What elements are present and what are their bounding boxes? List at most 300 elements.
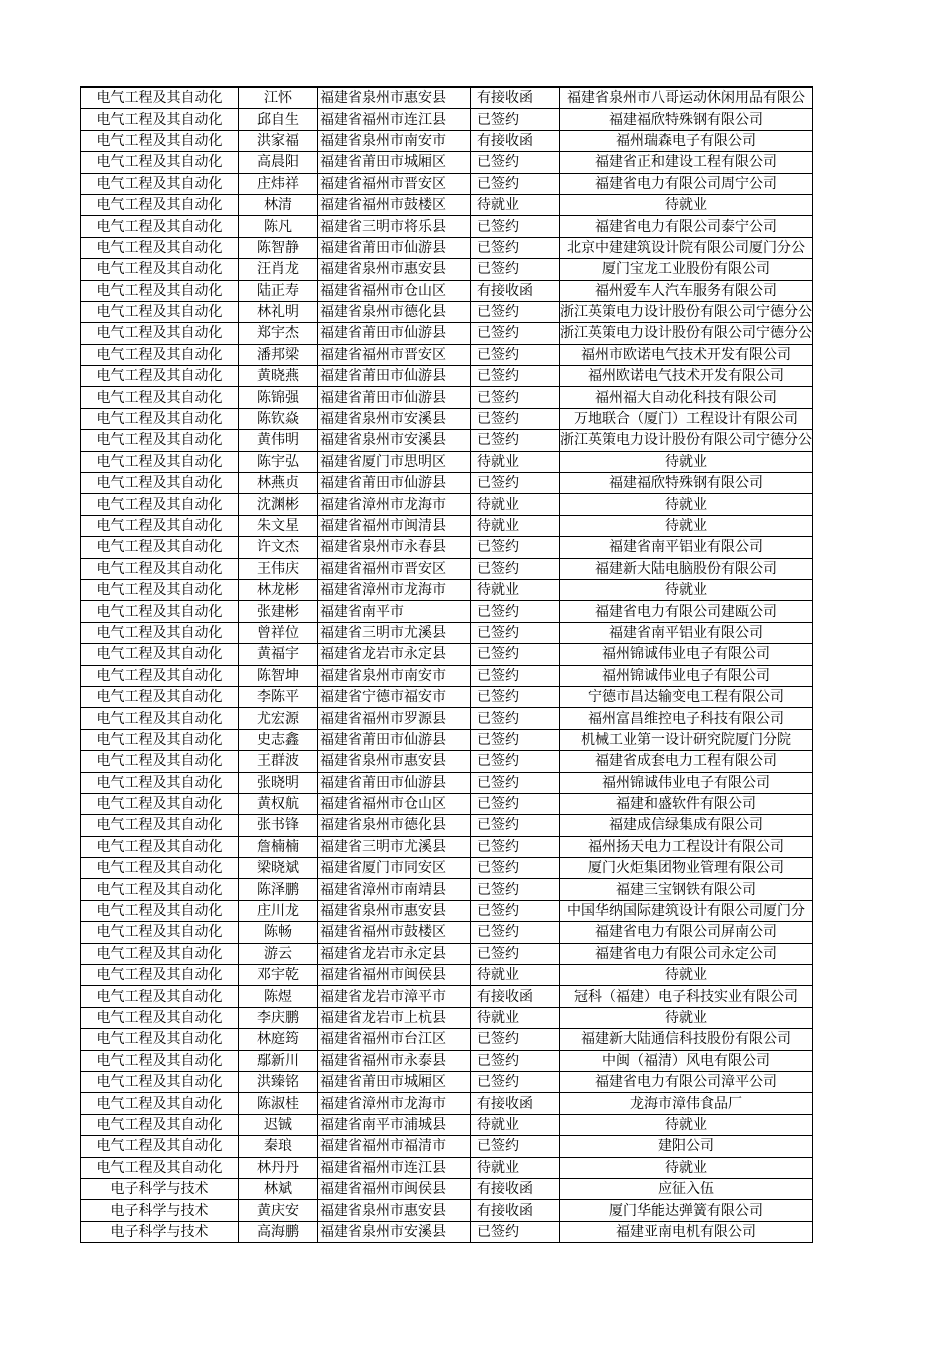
employer-cell[interactable] [560,558,813,579]
employer-cell-text: 福建省电力有限公司建瓯公司 [595,603,777,620]
name-cell[interactable] [239,1221,318,1242]
origin-cell[interactable] [318,323,471,344]
name-cell[interactable] [239,494,318,515]
status-cell[interactable] [471,579,560,600]
major-cell[interactable] [81,858,239,879]
status-cell[interactable] [471,237,560,258]
major-cell[interactable] [81,430,239,451]
employer-cell[interactable] [560,622,813,643]
major-cell[interactable] [81,579,239,600]
origin-cell[interactable] [318,558,471,579]
origin-cell[interactable] [318,943,471,964]
origin-cell[interactable] [318,366,471,387]
major-cell[interactable] [81,665,239,686]
status-cell[interactable] [471,772,560,793]
employer-cell[interactable] [560,793,813,814]
employer-cell[interactable] [560,130,813,151]
origin-cell[interactable] [318,965,471,986]
name-cell[interactable] [239,344,318,365]
status-cell[interactable] [471,793,560,814]
origin-cell[interactable] [318,109,471,130]
origin-cell[interactable] [318,1178,471,1199]
status-cell-text: 已签约 [477,560,519,577]
status-cell[interactable] [471,1093,560,1114]
status-cell[interactable] [471,815,560,836]
table-row [81,259,813,280]
origin-cell[interactable] [318,87,471,109]
employer-cell[interactable] [560,986,813,1007]
name-cell[interactable] [239,237,318,258]
name-cell[interactable] [239,1136,318,1157]
origin-cell[interactable] [318,344,471,365]
employer-cell[interactable] [560,1071,813,1092]
employer-cell[interactable] [560,836,813,857]
major-cell[interactable] [81,366,239,387]
name-cell[interactable] [239,601,318,622]
major-cell[interactable] [81,152,239,173]
origin-cell[interactable] [318,900,471,921]
status-cell[interactable] [471,473,560,494]
name-cell[interactable] [239,323,318,344]
name-cell[interactable] [239,194,318,215]
employer-cell[interactable] [560,943,813,964]
status-cell[interactable] [471,922,560,943]
name-cell[interactable] [239,793,318,814]
table-row [81,601,813,622]
name-cell[interactable] [239,579,318,600]
status-cell[interactable] [471,259,560,280]
name-cell[interactable] [239,1157,318,1178]
employer-cell[interactable] [560,408,813,429]
employer-cell[interactable] [560,152,813,173]
name-cell[interactable] [239,558,318,579]
employer-cell[interactable] [560,900,813,921]
origin-cell[interactable] [318,644,471,665]
status-cell[interactable] [471,344,560,365]
origin-cell[interactable] [318,1050,471,1071]
status-cell[interactable] [471,494,560,515]
major-cell-text: 电气工程及其自动化 [96,325,223,342]
name-cell[interactable] [239,836,318,857]
name-cell-text: 洪臻铭 [257,1074,299,1091]
origin-cell[interactable] [318,537,471,558]
origin-cell[interactable] [318,1093,471,1114]
status-cell[interactable] [471,836,560,857]
origin-cell[interactable] [318,1029,471,1050]
status-cell[interactable] [471,1136,560,1157]
major-cell[interactable] [81,644,239,665]
status-cell[interactable] [471,708,560,729]
origin-cell[interactable] [318,1114,471,1135]
status-cell[interactable] [471,109,560,130]
origin-cell[interactable] [318,665,471,686]
status-cell[interactable] [471,858,560,879]
origin-cell[interactable] [318,152,471,173]
major-cell[interactable] [81,965,239,986]
name-cell-text: 江怀 [264,90,292,107]
major-cell[interactable] [81,194,239,215]
name-cell[interactable] [239,301,318,322]
employer-cell[interactable] [560,1007,813,1028]
status-cell[interactable] [471,173,560,194]
major-cell[interactable] [81,836,239,857]
status-cell[interactable] [471,451,560,472]
name-cell[interactable] [239,1178,318,1199]
status-cell[interactable] [471,130,560,151]
major-cell[interactable] [81,473,239,494]
employer-cell[interactable] [560,1221,813,1242]
origin-cell[interactable] [318,579,471,600]
origin-cell[interactable] [318,1136,471,1157]
status-cell[interactable] [471,1178,560,1199]
name-cell[interactable] [239,451,318,472]
name-cell[interactable] [239,751,318,772]
major-cell[interactable] [81,1136,239,1157]
major-cell[interactable] [81,601,239,622]
status-cell[interactable] [471,387,560,408]
name-cell[interactable] [239,858,318,879]
major-cell[interactable] [81,793,239,814]
origin-cell[interactable] [318,301,471,322]
employer-cell-text: 福建省南平铝业有限公司 [609,539,763,556]
employer-cell[interactable] [560,109,813,130]
employer-cell[interactable] [560,772,813,793]
name-cell[interactable] [239,729,318,750]
major-cell[interactable] [81,515,239,536]
origin-cell[interactable] [318,601,471,622]
employer-cell[interactable] [560,494,813,515]
status-cell[interactable] [471,900,560,921]
major-cell[interactable] [81,408,239,429]
employer-cell[interactable] [560,879,813,900]
major-cell-text: 电气工程及其自动化 [96,411,223,428]
major-cell[interactable] [81,943,239,964]
name-cell[interactable] [239,665,318,686]
status-cell[interactable] [471,986,560,1007]
employer-cell[interactable] [560,1157,813,1178]
origin-cell[interactable] [318,858,471,879]
employer-cell[interactable] [560,87,813,109]
major-cell[interactable] [81,772,239,793]
name-cell[interactable] [239,259,318,280]
status-cell[interactable] [471,537,560,558]
employer-cell[interactable] [560,708,813,729]
name-cell[interactable] [239,772,318,793]
employer-cell[interactable] [560,1093,813,1114]
name-cell[interactable] [239,1007,318,1028]
major-cell[interactable] [81,259,239,280]
major-cell[interactable] [81,708,239,729]
employer-cell-text: 福州锦诚伟业电子有限公司 [602,646,770,663]
employer-cell[interactable] [560,430,813,451]
status-cell[interactable] [471,665,560,686]
major-cell[interactable] [81,451,239,472]
origin-cell[interactable] [318,408,471,429]
status-cell[interactable] [471,515,560,536]
status-cell[interactable] [471,1007,560,1028]
employer-cell[interactable] [560,686,813,707]
status-cell[interactable] [471,280,560,301]
status-cell-text: 已签约 [477,1052,519,1069]
name-cell[interactable] [239,1114,318,1135]
origin-cell[interactable] [318,729,471,750]
employer-cell[interactable] [560,280,813,301]
status-cell[interactable] [471,323,560,344]
employer-cell[interactable] [560,665,813,686]
status-cell-text: 已签约 [477,1223,519,1240]
status-cell[interactable] [471,622,560,643]
origin-cell-text: 福建省福州市鼓楼区 [320,197,446,214]
status-cell[interactable] [471,965,560,986]
employer-cell[interactable] [560,537,813,558]
employer-cell[interactable] [560,194,813,215]
status-cell[interactable] [471,1071,560,1092]
major-cell[interactable] [81,558,239,579]
name-cell[interactable] [239,173,318,194]
origin-cell[interactable] [318,1007,471,1028]
major-cell[interactable] [81,815,239,836]
major-cell[interactable] [81,879,239,900]
status-cell[interactable] [471,194,560,215]
major-cell[interactable] [81,1071,239,1092]
major-cell[interactable] [81,1007,239,1028]
major-cell[interactable] [81,1200,239,1221]
status-cell[interactable] [471,366,560,387]
status-cell[interactable] [471,943,560,964]
name-cell[interactable] [239,130,318,151]
name-cell[interactable] [239,87,318,109]
employer-cell[interactable] [560,473,813,494]
employer-cell[interactable] [560,173,813,194]
name-cell-text: 汪肖龙 [257,261,299,278]
origin-cell[interactable] [318,194,471,215]
employer-cell[interactable] [560,366,813,387]
name-cell[interactable] [239,900,318,921]
employer-cell[interactable] [560,515,813,536]
origin-cell[interactable] [318,815,471,836]
status-cell[interactable] [471,1114,560,1135]
status-cell-text: 已签约 [477,860,519,877]
origin-cell[interactable] [318,793,471,814]
origin-cell[interactable] [318,515,471,536]
name-cell[interactable] [239,280,318,301]
name-cell[interactable] [239,986,318,1007]
status-cell[interactable] [471,1221,560,1242]
origin-cell[interactable] [318,473,471,494]
origin-cell[interactable] [318,986,471,1007]
name-cell[interactable] [239,366,318,387]
origin-cell[interactable] [318,772,471,793]
major-cell[interactable] [81,922,239,943]
status-cell[interactable] [471,601,560,622]
major-cell[interactable] [81,237,239,258]
major-cell[interactable] [81,387,239,408]
employer-cell[interactable] [560,644,813,665]
employer-cell[interactable] [560,1114,813,1135]
major-cell[interactable] [81,751,239,772]
name-cell[interactable] [239,473,318,494]
name-cell-text: 邓宇乾 [257,967,299,984]
employer-cell[interactable] [560,815,813,836]
origin-cell[interactable] [318,259,471,280]
name-cell[interactable] [239,922,318,943]
origin-cell[interactable] [318,751,471,772]
origin-cell[interactable] [318,1157,471,1178]
major-cell[interactable] [81,216,239,237]
status-cell[interactable] [471,408,560,429]
employer-cell[interactable] [560,1136,813,1157]
major-cell[interactable] [81,986,239,1007]
name-cell[interactable] [239,686,318,707]
major-cell[interactable] [81,1093,239,1114]
origin-cell[interactable] [318,237,471,258]
name-cell-text: 黄福宇 [257,646,299,663]
name-cell[interactable] [239,430,318,451]
major-cell[interactable] [81,1029,239,1050]
name-cell[interactable] [239,537,318,558]
name-cell[interactable] [239,1093,318,1114]
employer-cell[interactable] [560,729,813,750]
status-cell[interactable] [471,729,560,750]
origin-cell[interactable] [318,494,471,515]
employer-cell[interactable] [560,1050,813,1071]
origin-cell[interactable] [318,686,471,707]
origin-cell[interactable] [318,879,471,900]
name-cell[interactable] [239,387,318,408]
table-row [81,366,813,387]
major-cell[interactable] [81,494,239,515]
employer-cell[interactable] [560,579,813,600]
major-cell[interactable] [81,537,239,558]
origin-cell[interactable] [318,451,471,472]
status-cell[interactable] [471,1029,560,1050]
name-cell[interactable] [239,109,318,130]
employer-cell[interactable] [560,601,813,622]
origin-cell[interactable] [318,173,471,194]
origin-cell[interactable] [318,622,471,643]
origin-cell[interactable] [318,1071,471,1092]
name-cell[interactable] [239,408,318,429]
name-cell[interactable] [239,879,318,900]
employer-cell[interactable] [560,259,813,280]
employer-cell[interactable] [560,301,813,322]
employer-cell[interactable] [560,858,813,879]
major-cell-text: 电气工程及其自动化 [96,731,223,748]
origin-cell[interactable] [318,387,471,408]
name-cell[interactable] [239,965,318,986]
origin-cell[interactable] [318,430,471,451]
major-cell[interactable] [81,686,239,707]
name-cell[interactable] [239,815,318,836]
major-cell[interactable] [81,87,239,109]
major-cell[interactable] [81,173,239,194]
status-cell[interactable] [471,879,560,900]
status-cell-text: 已签约 [477,796,519,813]
origin-cell[interactable] [318,1221,471,1242]
origin-cell[interactable] [318,1200,471,1221]
origin-cell[interactable] [318,836,471,857]
employer-cell[interactable] [560,451,813,472]
origin-cell[interactable] [318,130,471,151]
status-cell[interactable] [471,1157,560,1178]
status-cell[interactable] [471,216,560,237]
major-cell[interactable] [81,323,239,344]
employer-cell[interactable] [560,1178,813,1199]
origin-cell-text: 福建省宁德市福安市 [320,689,446,706]
origin-cell[interactable] [318,922,471,943]
status-cell[interactable] [471,1050,560,1071]
major-cell[interactable] [81,622,239,643]
name-cell[interactable] [239,1071,318,1092]
status-cell-text: 已签约 [477,111,519,128]
major-cell[interactable] [81,1114,239,1135]
status-cell[interactable] [471,1200,560,1221]
status-cell[interactable] [471,301,560,322]
major-cell[interactable] [81,344,239,365]
employer-cell[interactable] [560,344,813,365]
name-cell[interactable] [239,644,318,665]
major-cell[interactable] [81,900,239,921]
major-cell[interactable] [81,301,239,322]
employer-cell[interactable] [560,237,813,258]
major-cell[interactable] [81,729,239,750]
major-cell[interactable] [81,1050,239,1071]
name-cell[interactable] [239,1200,318,1221]
status-cell[interactable] [471,751,560,772]
major-cell[interactable] [81,1178,239,1199]
employer-cell[interactable] [560,751,813,772]
employer-cell[interactable] [560,1200,813,1221]
employer-cell[interactable] [560,965,813,986]
status-cell-text: 待就业 [477,453,519,470]
employer-cell[interactable] [560,387,813,408]
major-cell[interactable] [81,1221,239,1242]
table-row [81,237,813,258]
name-cell[interactable] [239,1029,318,1050]
status-cell[interactable] [471,558,560,579]
employer-cell[interactable] [560,1029,813,1050]
status-cell[interactable] [471,644,560,665]
origin-cell-text: 福建省三明市将乐县 [320,218,446,235]
name-cell[interactable] [239,1050,318,1071]
name-cell[interactable] [239,708,318,729]
major-cell[interactable] [81,109,239,130]
status-cell[interactable] [471,686,560,707]
origin-cell[interactable] [318,216,471,237]
major-cell[interactable] [81,130,239,151]
status-cell[interactable] [471,87,560,109]
origin-cell[interactable] [318,280,471,301]
name-cell[interactable] [239,943,318,964]
employer-cell[interactable] [560,216,813,237]
employer-cell[interactable] [560,922,813,943]
origin-cell-text: 福建省福州市晋安区 [320,175,446,192]
table-row [81,986,813,1007]
employer-cell[interactable] [560,323,813,344]
name-cell[interactable] [239,515,318,536]
name-cell[interactable] [239,622,318,643]
name-cell[interactable] [239,152,318,173]
name-cell-text: 梁晓斌 [257,860,299,877]
origin-cell-text: 福建省福州市仓山区 [320,796,446,813]
major-cell[interactable] [81,1157,239,1178]
name-cell[interactable] [239,216,318,237]
origin-cell[interactable] [318,708,471,729]
status-cell[interactable] [471,152,560,173]
status-cell-text: 已签约 [477,817,519,834]
status-cell[interactable] [471,430,560,451]
major-cell[interactable] [81,280,239,301]
